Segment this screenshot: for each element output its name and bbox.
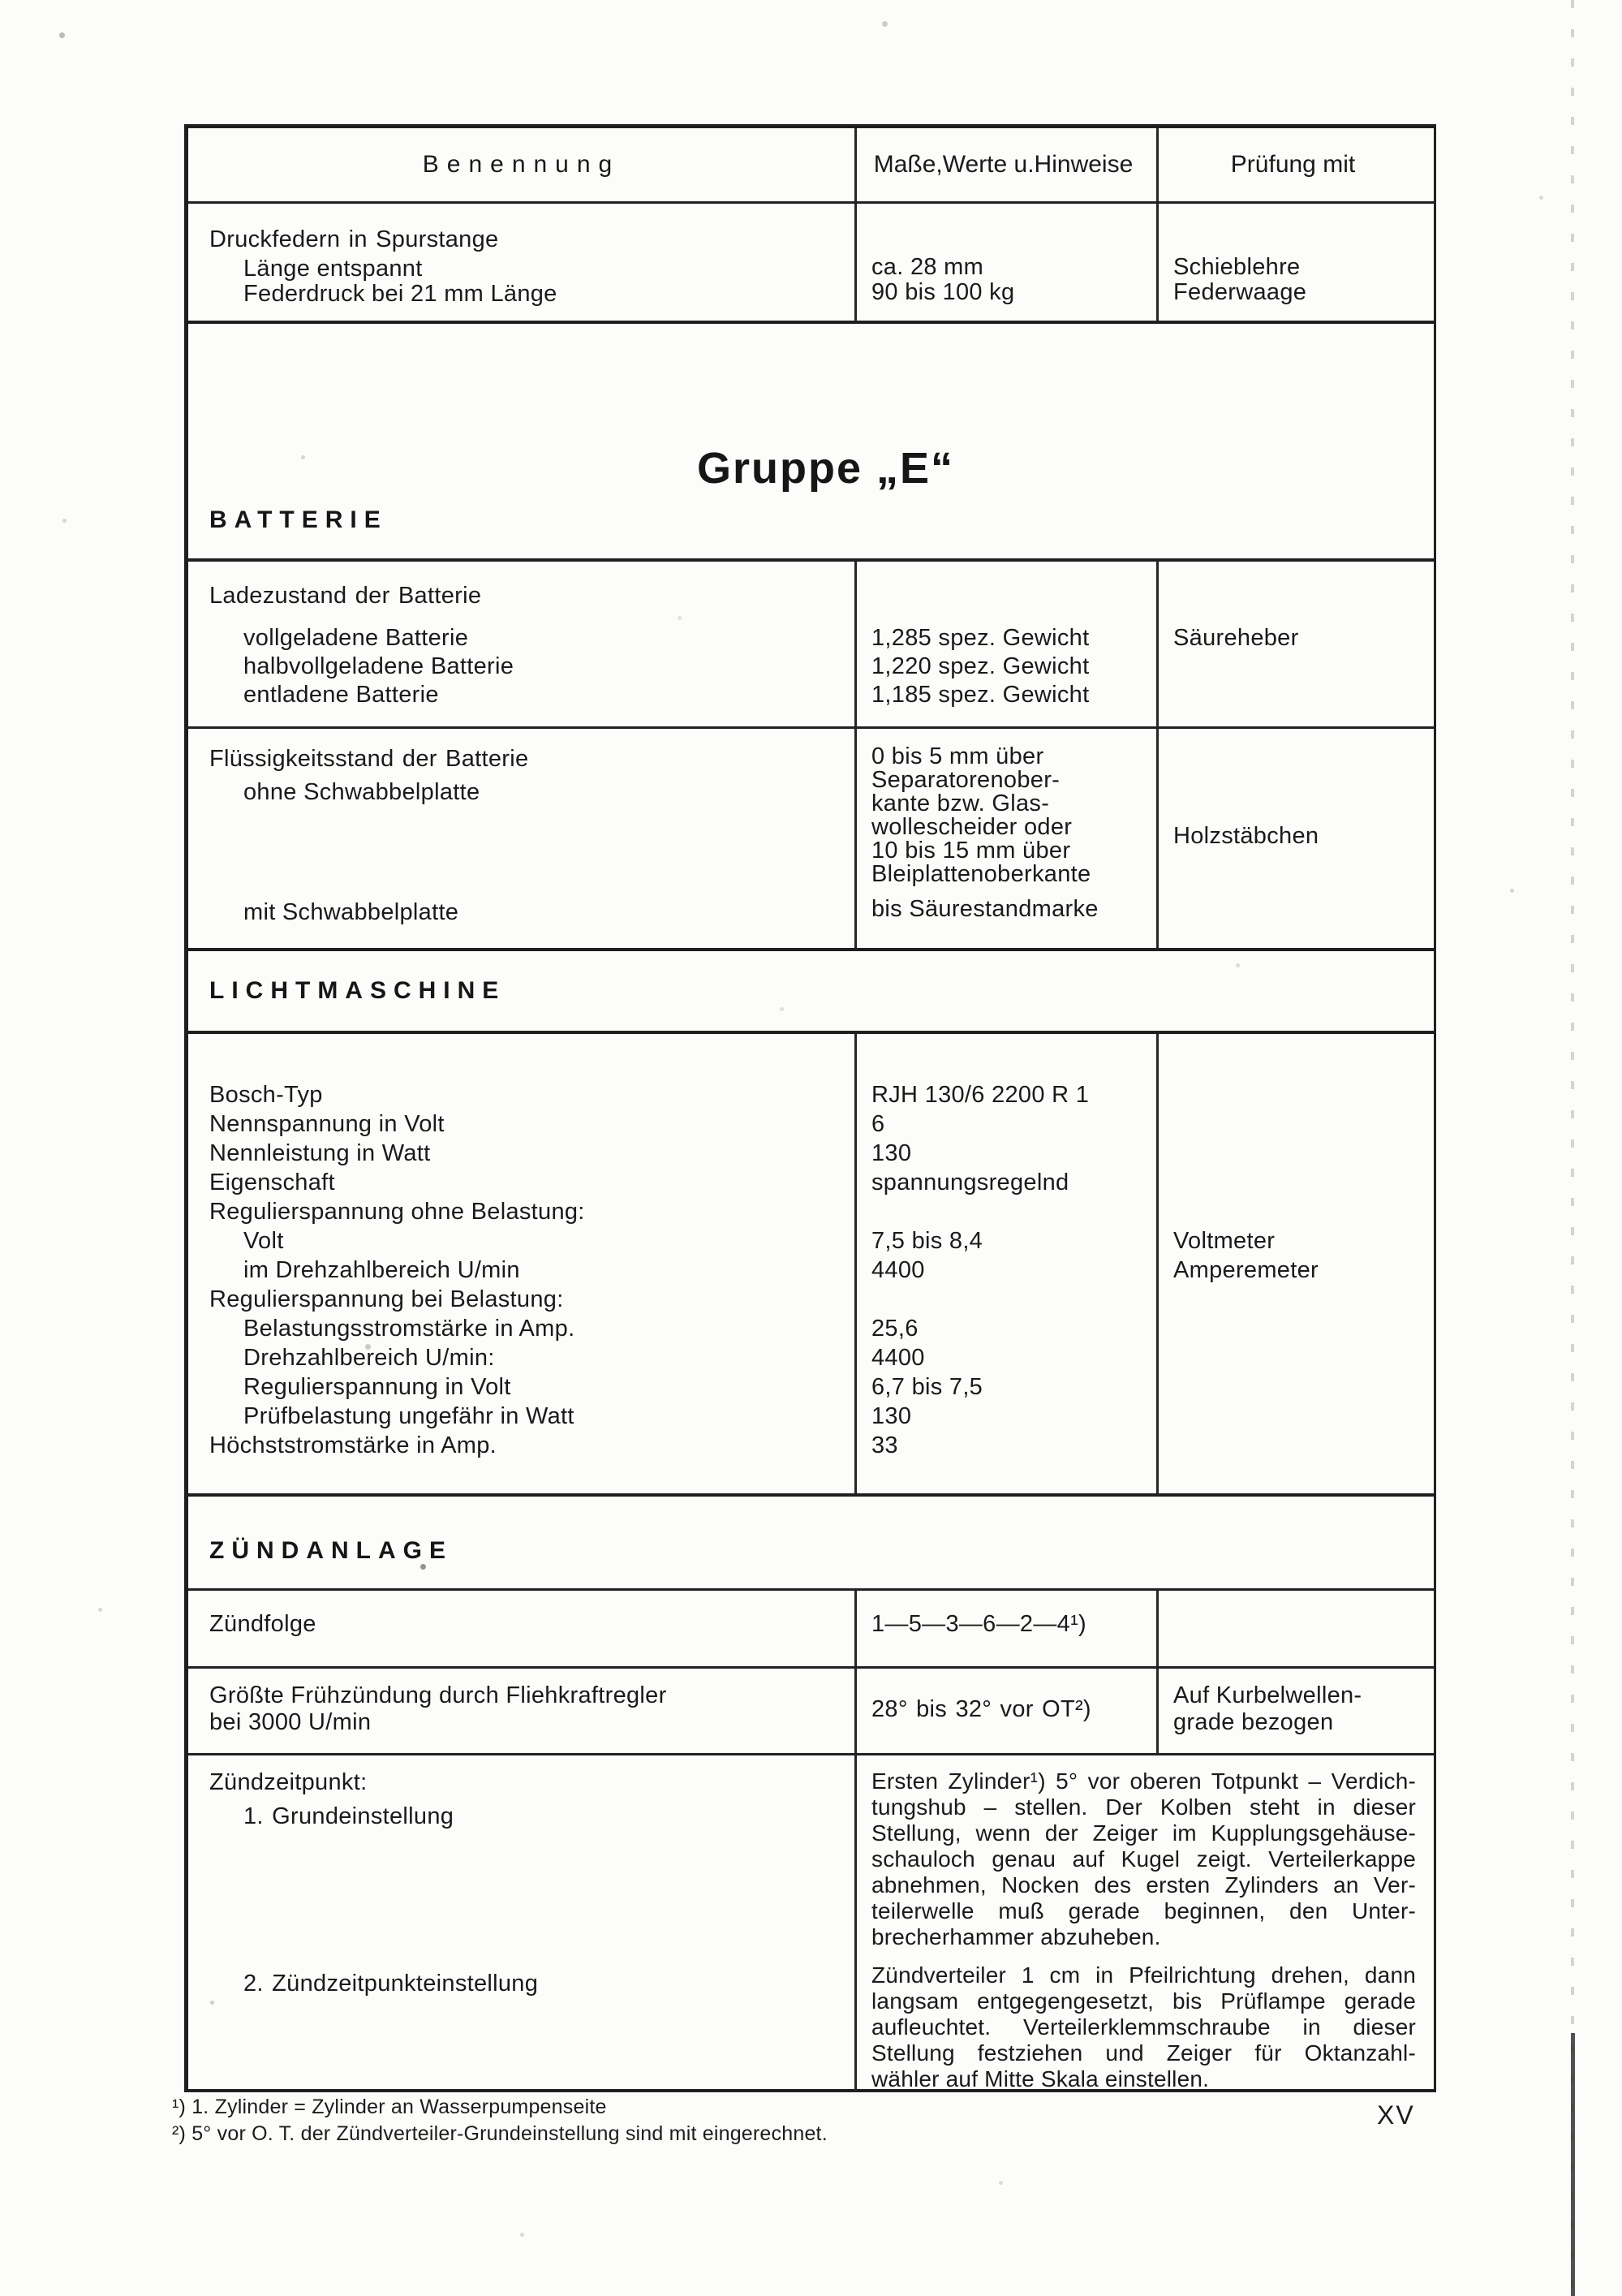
- spec-label-line: halbvollgeladene Batterie: [243, 653, 514, 679]
- spec-label-line: ohne Schwabbelplatte: [243, 779, 480, 805]
- paragraph-line: abnehmen, Nocken des ersten Zylinders an Ver-: [871, 1872, 1416, 1898]
- spec-value-line: 4400: [871, 1345, 925, 1371]
- cell-ladezustand-werte: [854, 562, 1156, 726]
- spec-sublist: [209, 256, 854, 307]
- spec-label-line: Prüfbelastung ungefähr in Watt: [243, 1403, 574, 1429]
- cell-zuendfolge-benennung: [188, 1591, 854, 1666]
- cell-zuendzeitpunkt-benennung: [188, 1755, 854, 2092]
- scan-artifact-dashed-line: [1571, 0, 1574, 2296]
- spec-sublist: [209, 624, 854, 709]
- paragraph-line: Stellung, wenn der Zeiger im Kupplungsgehäuse-: [871, 1820, 1416, 1846]
- spec-label-line: Volt: [243, 1228, 284, 1254]
- spec-label-line: bei 3000 U/min: [209, 1709, 372, 1735]
- spec-value-line: 1,220 spez. Gewicht: [871, 653, 1090, 679]
- paragraph-line: tungshub – stellen. Der Kolben steht in dieser: [871, 1794, 1416, 1820]
- spec-value-line: Bleiplattenoberkante: [871, 861, 1091, 887]
- column-header-benennung: Benennung: [422, 151, 621, 178]
- spec-label-line: Zündzeitpunkt:: [209, 1769, 368, 1795]
- table-row-fluessigkeitsstand: [188, 726, 1434, 948]
- check-tool-line: Holzstäbchen: [1173, 823, 1319, 849]
- cell-druckfedern-pruefung: [1156, 204, 1434, 321]
- cell-lichtmaschine-benennung: [188, 1034, 854, 1493]
- paragraph-line: Stellung festziehen und Zeiger für Oktanzahl-: [871, 2040, 1416, 2066]
- spec-label-line: entladene Batterie: [243, 682, 439, 708]
- check-tool-line: Voltmeter: [1173, 1228, 1276, 1254]
- table-header-row: [188, 128, 1434, 201]
- page-number: XV: [1377, 2100, 1415, 2130]
- cell-lichtmaschine-werte: [854, 1034, 1156, 1493]
- spec-value-line: spannungsregelnd: [871, 1170, 1069, 1195]
- instruction-paragraph-zuendzeitpunkteinstellung: [871, 1962, 1427, 2092]
- spec-value-line: [871, 1285, 1150, 1314]
- spec-value-line: 4400: [871, 1257, 925, 1283]
- spec-label-line: Federdruck bei 21 mm Länge: [243, 281, 557, 307]
- table-row-lichtmaschine: [188, 1031, 1434, 1493]
- table-row-druckfedern: [188, 201, 1434, 321]
- spec-value-line: 6,7 bis 7,5: [871, 1374, 983, 1400]
- instruction-paragraph-grundeinstellung: [871, 1768, 1427, 1950]
- spec-label-line: vollgeladene Batterie: [243, 625, 469, 651]
- cell-ladezustand-benennung: [188, 562, 854, 726]
- spec-value-line: 6: [871, 1111, 885, 1137]
- spec-label-line: Belastungsstromstärke in Amp.: [243, 1316, 575, 1342]
- cell-fruehzuendung-wert: [854, 1669, 1156, 1753]
- section-heading-lichtmaschine: LICHTMASCHINE: [209, 977, 506, 1004]
- table-row-zuendfolge: [188, 1588, 1434, 1666]
- spec-label-line: Nennleistung in Watt: [209, 1140, 431, 1166]
- spec-value-line: RJH 130/6 2200 R 1: [871, 1082, 1090, 1108]
- spec-label-line: 1. Grundeinstellung: [243, 1803, 454, 1829]
- cell-zuendfolge-wert: [854, 1591, 1156, 1666]
- spec-value-line: kante bzw. Glas-: [871, 790, 1050, 816]
- cell-fruehzuendung-pruefung: [1156, 1669, 1434, 1753]
- section-heading-zuendanlage: ZÜNDANLAGE: [209, 1537, 453, 1564]
- cell-zuendzeitpunkt-anleitung: [854, 1755, 1434, 2092]
- spec-value-line: ca. 28 mm: [871, 254, 984, 280]
- scan-noise-specks: [0, 0, 2, 2]
- table-row-ladezustand: [188, 558, 1434, 726]
- paragraph-line: schauloch genau auf Kugel zeigt. Verteilerkappe: [871, 1846, 1416, 1872]
- section-band-lichtmaschine: [188, 948, 1434, 1031]
- section-band-zuendanlage: [188, 1493, 1434, 1588]
- spec-value-line: 1,285 spez. Gewicht: [871, 625, 1090, 651]
- spec-value-line: bis Säurestandmarke: [871, 896, 1099, 922]
- column-header-pruefung-mit: Prüfung mit: [1156, 128, 1434, 201]
- scan-artifact-solid-line: [1571, 2033, 1575, 2296]
- section-heading-batterie: BATTERIE: [209, 506, 388, 533]
- paragraph-line: wähler auf Mitte Skala einstellen.: [871, 2066, 1210, 2091]
- spec-value-line: 1,185 spez. Gewicht: [871, 682, 1090, 708]
- spec-label-line: Druckfedern in Spurstange: [209, 226, 499, 252]
- spec-label-line: Flüssigkeitsstand der Batterie: [209, 746, 529, 772]
- cell-fruehzuendung-benennung: [188, 1669, 854, 1753]
- paragraph-line: brecherhammer abzuheben.: [871, 1924, 1161, 1949]
- check-tool-line: Amperemeter: [1173, 1257, 1319, 1283]
- check-tool-line: Auf Kurbelwellen-: [1173, 1682, 1362, 1708]
- column-header-masse-werte-hinweise: Maße,Werte u.Hinweise: [854, 128, 1156, 201]
- spec-label-line: Drehzahlbereich U/min:: [243, 1345, 495, 1371]
- spec-label-line: Nennspannung in Volt: [209, 1111, 445, 1137]
- cell-druckfedern-benennung: [188, 204, 854, 321]
- paragraph-line: Zündverteiler 1 cm in Pfeilrichtung drehen, dann: [871, 1962, 1416, 1988]
- cell-lichtmaschine-pruefung: [1156, 1034, 1434, 1493]
- spec-value-line: 25,6: [871, 1316, 919, 1342]
- spec-value-line: 130: [871, 1403, 912, 1429]
- spec-label-line: Ladezustand der Batterie: [209, 583, 482, 609]
- spec-label-line: Regulierspannung in Volt: [243, 1374, 511, 1400]
- spec-label-line: Zündfolge: [209, 1611, 316, 1637]
- paragraph-line: langsam entgegengesetzt, bis Prüflampe gerade: [871, 1988, 1416, 2014]
- spec-value-line: 10 bis 15 mm über: [871, 838, 1071, 864]
- cell-ladezustand-pruefung: [1156, 562, 1434, 726]
- table-row-zuendzeitpunkt: [188, 1753, 1434, 2089]
- spec-value-line: 33: [871, 1432, 898, 1458]
- spec-label-line: Eigenschaft: [209, 1170, 335, 1195]
- spec-value-line: 7,5 bis 8,4: [871, 1228, 983, 1254]
- spec-value-line: [871, 1197, 1150, 1226]
- spec-label-line: Höchststromstärke in Amp.: [209, 1432, 497, 1458]
- paragraph-line: Ersten Zylinder¹) 5° vor oberen Totpunkt – Verdich-: [871, 1768, 1416, 1794]
- spec-value-line: 28° bis 32° vor OT²): [871, 1696, 1091, 1722]
- section-band-gruppe-e: [188, 321, 1434, 558]
- spec-value-line: 90 bis 100 kg: [871, 279, 1015, 305]
- cell-druckfedern-werte: [854, 204, 1156, 321]
- cell-zuendfolge-pruefung: [1156, 1591, 1434, 1666]
- spec-label-line: Bosch-Typ: [209, 1082, 323, 1108]
- paragraph-line: aufleuchtet. Verteilerklemmschraube in dieser: [871, 2014, 1416, 2040]
- spec-label-line: Regulierspannung ohne Belastung:: [209, 1199, 585, 1225]
- spec-value-line: 130: [871, 1140, 912, 1166]
- spec-value-line: 0 bis 5 mm über: [871, 743, 1044, 769]
- check-tool-line: grade bezogen: [1173, 1709, 1334, 1735]
- paragraph-line: teilerwelle muß gerade beginnen, den Unter-: [871, 1898, 1416, 1923]
- spec-table: [184, 124, 1436, 2092]
- check-tool-line: Federwaage: [1173, 279, 1307, 305]
- cell-fluessigkeitsstand-benennung: [188, 729, 854, 948]
- cell-fluessigkeitsstand-pruefung: [1156, 729, 1434, 948]
- check-tool-line: Säureheber: [1173, 625, 1299, 651]
- cell-fluessigkeitsstand-werte: [854, 729, 1156, 948]
- spec-value-line: wollescheider oder: [871, 814, 1073, 840]
- footnote-1: ¹) 1. Zylinder = Zylinder an Wasserpumpenseite: [172, 2096, 607, 2118]
- spec-label-line: 2. Zündzeitpunkteinstellung: [243, 1971, 539, 1997]
- spec-label-line: Länge entspannt: [243, 256, 423, 282]
- group-title: Gruppe „E“: [696, 444, 955, 493]
- footnote-2: ²) 5° vor O. T. der Zündverteiler-Grundeinstellung sind mit eingerechnet.: [172, 2122, 828, 2145]
- spec-value-line: 1—5—3—6—2—4¹): [871, 1611, 1086, 1637]
- spec-label-line: Regulierspannung bei Belastung:: [209, 1286, 564, 1312]
- spec-label-line: im Drehzahlbereich U/min: [243, 1257, 520, 1283]
- check-tool-line: Schieblehre: [1173, 254, 1301, 280]
- spec-label-line: mit Schwabbelplatte: [243, 899, 459, 925]
- spec-label-line: Größte Frühzündung durch Fliehkraftregler: [209, 1682, 667, 1708]
- spec-value-line: Separatorenober-: [871, 767, 1061, 793]
- table-row-fruehzuendung: [188, 1666, 1434, 1753]
